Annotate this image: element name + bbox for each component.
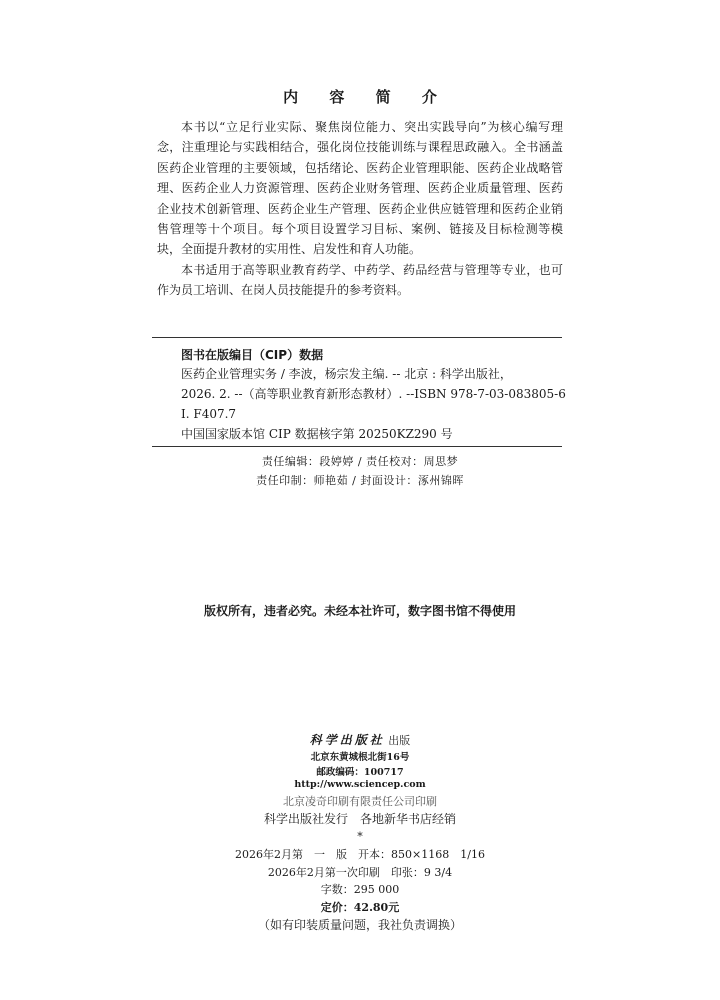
cip-line: 中国国家版本馆 CIP 数据核字第 20250KZ290 号 xyxy=(181,427,453,441)
website: http://www.sciencep.com xyxy=(294,779,426,790)
quality-notice: （如有印装质量问题，我社负责调换） xyxy=(257,918,462,932)
cip-bottom-rule xyxy=(152,446,562,447)
printing-info: 2026年2月第一次印刷 印张：9 3/4 xyxy=(267,866,453,879)
staff-line-production: 责任印制：师艳茹 / 封面设计：涿州锦晖 xyxy=(256,474,464,487)
word-count: 字数：295 000 xyxy=(320,883,400,896)
publisher-logo: 科学出版社 xyxy=(309,733,385,747)
copyright-notice: 版权所有，违者必究。未经本社许可，数字图书馆不得使用 xyxy=(203,604,516,618)
staff-line-editors: 责任编辑：段婷婷 / 责任校对：周思梦 xyxy=(261,455,459,468)
abstract-paragraph: 本书以“立足行业实际、聚焦岗位能力、突出实践导向”为核心编写理念，注重理论与实践相结合，强化岗位技能训练与课程思政融入。全书涵盖医药企业管理的主要领域，包括绪论、医药企业管理职能、医药企业战略管理、医药企业人力资源管理、医药企业财务管理、医药企业质量管理、医药企业技术创新管理、医药企业生产管理、医药企业供应链管理和医药企业销售管理等十个项目。每个项目设置学习目标、案例、链接及目标检测等模块，全面提升教材的实用性、启发性和育人功能。 xyxy=(157,120,563,257)
printer: 北京凌奇印刷有限责任公司印刷 xyxy=(283,795,437,808)
cip-block xyxy=(181,364,566,444)
publisher-address: 北京东黄城根北街16号 xyxy=(310,752,410,763)
price: 定价：42.80元 xyxy=(320,901,400,914)
page-title: 内 容 简 介 xyxy=(283,88,450,106)
cip-line: 2026. 2. --（高等职业教育新形态教材）. --ISBN 978-7-03-083805-6 xyxy=(181,387,566,401)
abstract-text xyxy=(157,117,563,301)
edition-info: 2026年2月第 一 版 开本：850×1168 1/16 xyxy=(235,848,485,861)
cip-top-rule xyxy=(152,337,562,338)
publisher-line xyxy=(0,731,720,748)
postcode: 邮政编码：100717 xyxy=(316,767,404,778)
distribution: 科学出版社发行 各地新华书店经销 xyxy=(263,812,456,826)
cip-title: 图书在版编目（CIP）数据 xyxy=(181,348,324,362)
separator-star: * xyxy=(357,830,363,843)
abstract-paragraph: 本书适用于高等职业教育药学、中药学、药品经营与管理等专业，也可作为员工培训、在岗人员技能提升的参考资料。 xyxy=(157,262,563,298)
publisher-suffix: 出版 xyxy=(388,734,411,747)
cip-line: 医药企业管理实务 / 李波，杨宗发主编. -- 北京 : 科学出版社， xyxy=(181,367,512,381)
cip-line: Ⅰ. F407.7 xyxy=(181,407,237,421)
